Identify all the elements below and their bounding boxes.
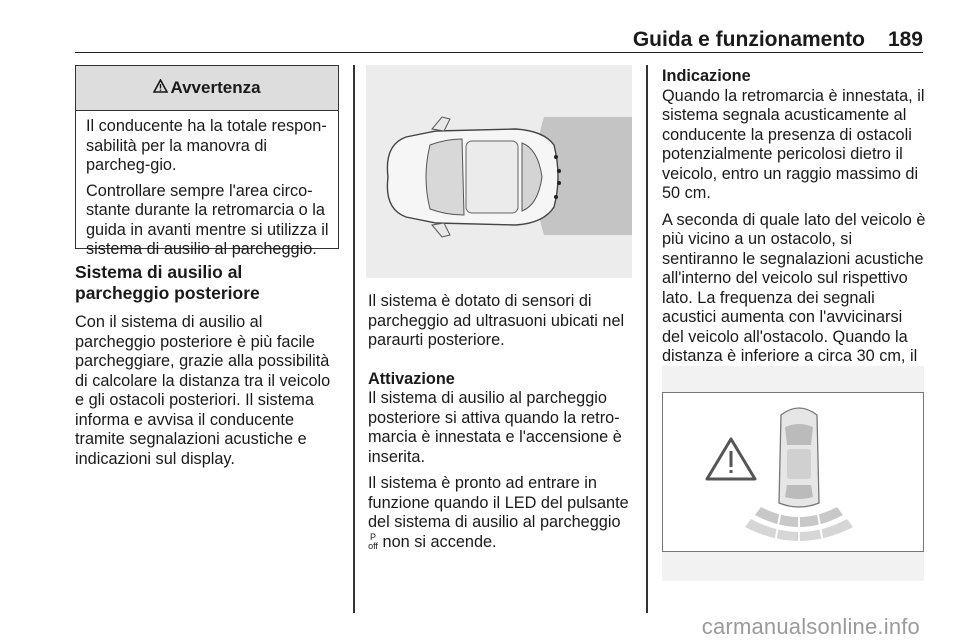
column-2 [368,292,634,559]
body-paragraph: Quando la retromarcia è innestata, il sistema segnala acusticamente al conducente la presenza di ostacoli potenzialmente pericolosi dietro il veicolo, entro un raggio massimo di 50 cm. [662,86,925,202]
warning-triangle-icon [153,79,168,98]
column-3 [662,67,928,393]
warning-title: Avvertenza [170,78,261,97]
section-heading: Sistema di ausilio al parcheggio posteriore [75,262,260,303]
warning-box [75,65,339,258]
body-paragraph: Il sistema è dotato di sensori di parcheggio ad ultrasuoni ubicati nel paraurti posteriore. [368,292,625,349]
column-divider [353,65,355,613]
ready-text-end: non si accende. [382,532,497,551]
body-paragraph: Con il sistema di ausilio al parcheggio posteriore è più facile parcheggiare, grazie alla possibilità di calcolare la distanza tra il veicolo e gli ostacoli posteriori. Il sistema informa e avvisa il conducente tramite segnalazioni acustiche e indicazioni sul display. [75,313,331,468]
column-1 [75,262,341,476]
watermark: carmanualsonline.info [701,614,920,639]
activation-heading: Attivazione [368,369,455,388]
figure-car-rear-sensors [366,65,632,278]
indication-heading: Indicazione [662,67,751,85]
column-divider [646,65,648,613]
parking-assist-off-icon: P off [368,532,378,552]
parking-display-icon [662,392,924,552]
page-number: 189 [887,28,923,51]
page-header [75,26,923,53]
warning-body [76,111,338,260]
body-paragraph [368,474,634,552]
warning-text: Controllare sempre l'area circo-stante durante la retromarcia o la guida in avanti mentre si utilizza il sistema di ausilio al parcheggio. [86,181,329,258]
car-top-view-sensor-icon [366,65,632,278]
warning-header [76,66,338,111]
section-title: Guida e funzionamento [632,28,865,51]
ready-text: Il sistema è pronto ad entrare in funzione quando il LED del pulsante del sistema di ausilio al parcheggio [368,474,629,531]
body-paragraph: Il sistema di ausilio al parcheggio posteriore si attiva quando la retro-marcia è innestata e l'accensione è inserita. [368,389,622,466]
warning-text: Il conducente ha la totale respon-sabilità per la manovra di parcheg-gio. [86,117,327,174]
body-paragraph: A seconda di quale lato del veicolo è più vicino a un ostacolo, si sentiranno le segnalazioni acustiche all'interno del veicolo sul rispettivo lato. La frequenza dei segnali acustici aumenta con l'avvicinarsi del veicolo all'ostacolo. Quando la distanza è inferiore a circa 30 cm, il [662,210,926,365]
